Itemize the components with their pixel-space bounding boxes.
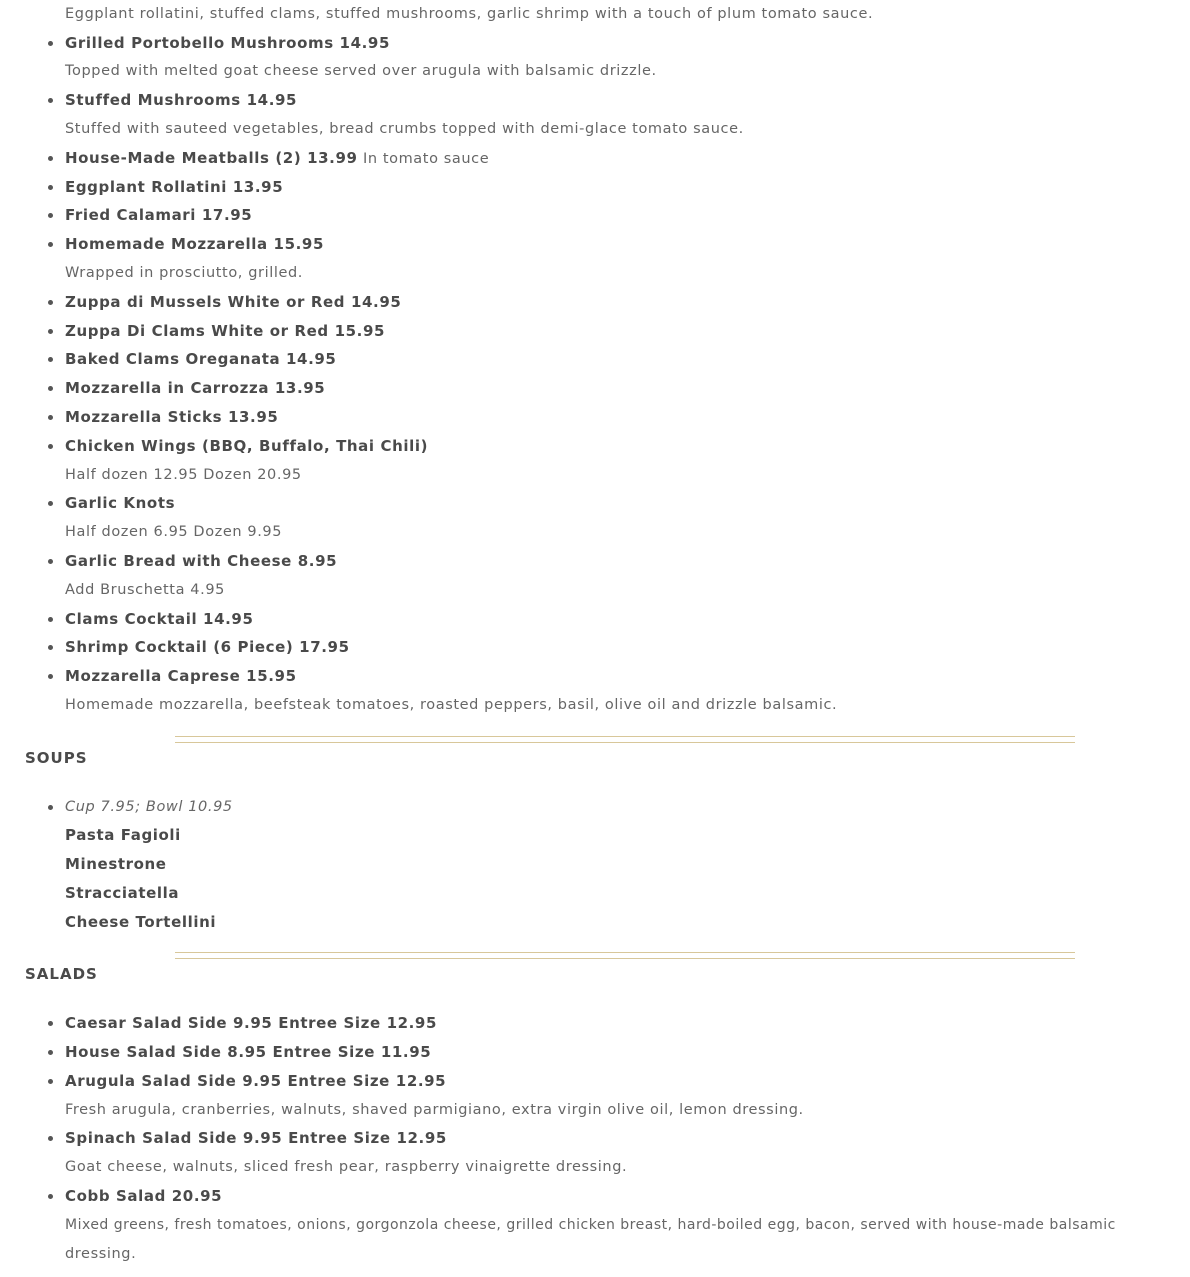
soup-price-note: Cup 7.95; Bowl 10.95 xyxy=(65,799,233,815)
menu-item-name: House-Made Meatballs (2) 13.99 xyxy=(65,149,358,167)
menu-item-description: Add Bruschetta 4.95 xyxy=(65,582,225,598)
menu-item-name: Garlic Bread with Cheese 8.95 xyxy=(65,552,338,570)
menu-item-inline-description: In tomato sauce xyxy=(362,151,490,167)
section-heading-soups: SOUPS xyxy=(25,749,88,767)
soup-item: Pasta Fagioli xyxy=(65,826,181,844)
menu-item-name: Stuffed Mushrooms 14.95 xyxy=(65,91,298,109)
menu-item-name: Homemade Mozzarella 15.95 xyxy=(65,235,325,253)
menu-item-name: Shrimp Cocktail (6 Piece) 17.95 xyxy=(65,638,350,656)
menu-item-name: Caesar Salad Side 9.95 Entree Size 12.95 xyxy=(65,1014,438,1032)
section-heading-salads: SALADS xyxy=(25,965,98,983)
section-divider-top xyxy=(175,736,1075,737)
menu-item-name: Cobb Salad 20.95 xyxy=(65,1187,223,1205)
menu-item-name: Zuppa Di Clams White or Red 15.95 xyxy=(65,322,386,340)
soup-item: Stracciatella xyxy=(65,884,180,902)
section-divider-top xyxy=(175,952,1075,953)
menu-item-description: Half dozen 12.95 Dozen 20.95 xyxy=(65,467,302,483)
menu-item-description: Wrapped in prosciutto, grilled. xyxy=(65,265,304,281)
menu-item-description: Topped with melted goat cheese served over arugula with balsamic drizzle. xyxy=(65,63,657,79)
menu-item-description: Stuffed with sauteed vegetables, bread crumbs topped with demi-glace tomato sauce. xyxy=(65,121,744,137)
menu-item-name: Zuppa di Mussels White or Red 14.95 xyxy=(65,293,402,311)
soup-item: Cheese Tortellini xyxy=(65,913,217,931)
menu-item-name: Spinach Salad Side 9.95 Entree Size 12.95 xyxy=(65,1129,447,1147)
menu-item-name: Mozzarella in Carrozza 13.95 xyxy=(65,379,326,397)
menu-item-name: Arugula Salad Side 9.95 Entree Size 12.95 xyxy=(65,1072,447,1090)
menu-item-name: Chicken Wings (BBQ, Buffalo, Thai Chili) xyxy=(65,437,429,455)
menu-item-description: Half dozen 6.95 Dozen 9.95 xyxy=(65,524,283,540)
menu-item-description: Homemade mozzarella, beefsteak tomatoes, roasted peppers, basil, olive oil and drizzle balsamic. xyxy=(65,697,838,713)
menu-item-name: Mozzarella Caprese 15.95 xyxy=(65,667,297,685)
menu-item-name: Garlic Knots xyxy=(65,494,176,512)
menu-item-name: Eggplant Rollatini 13.95 xyxy=(65,178,284,196)
menu-item-name: Grilled Portobello Mushrooms 14.95 xyxy=(65,34,391,52)
menu-item-name: Clams Cocktail 14.95 xyxy=(65,610,254,628)
menu-item-description: Mixed greens, fresh tomatoes, onions, gorgonzola cheese, grilled chicken breast, hard-boiled egg, bacon, served with house-made balsamic xyxy=(65,1217,1116,1233)
menu-item-name: Baked Clams Oreganata 14.95 xyxy=(65,350,337,368)
menu-item-name: Fried Calamari 17.95 xyxy=(65,206,253,224)
menu-item-name: House Salad Side 8.95 Entree Size 11.95 xyxy=(65,1043,432,1061)
soup-item: Minestrone xyxy=(65,855,167,873)
section-divider-bottom xyxy=(175,958,1075,959)
section-divider-bottom xyxy=(175,742,1075,743)
menu-item-name: Mozzarella Sticks 13.95 xyxy=(65,408,279,426)
menu-item xyxy=(65,148,489,169)
appetizer-description: Eggplant rollatini, stuffed clams, stuffed mushrooms, garlic shrimp with a touch of plum tomato sauce. xyxy=(65,6,874,22)
menu-item-description: Fresh arugula, cranberries, walnuts, shaved parmigiano, extra virgin olive oil, lemon dressing. xyxy=(65,1102,804,1118)
menu-item-description: Goat cheese, walnuts, sliced fresh pear, raspberry vinaigrette dressing. xyxy=(65,1159,628,1175)
menu-item-description-continued: dressing. xyxy=(65,1246,137,1262)
